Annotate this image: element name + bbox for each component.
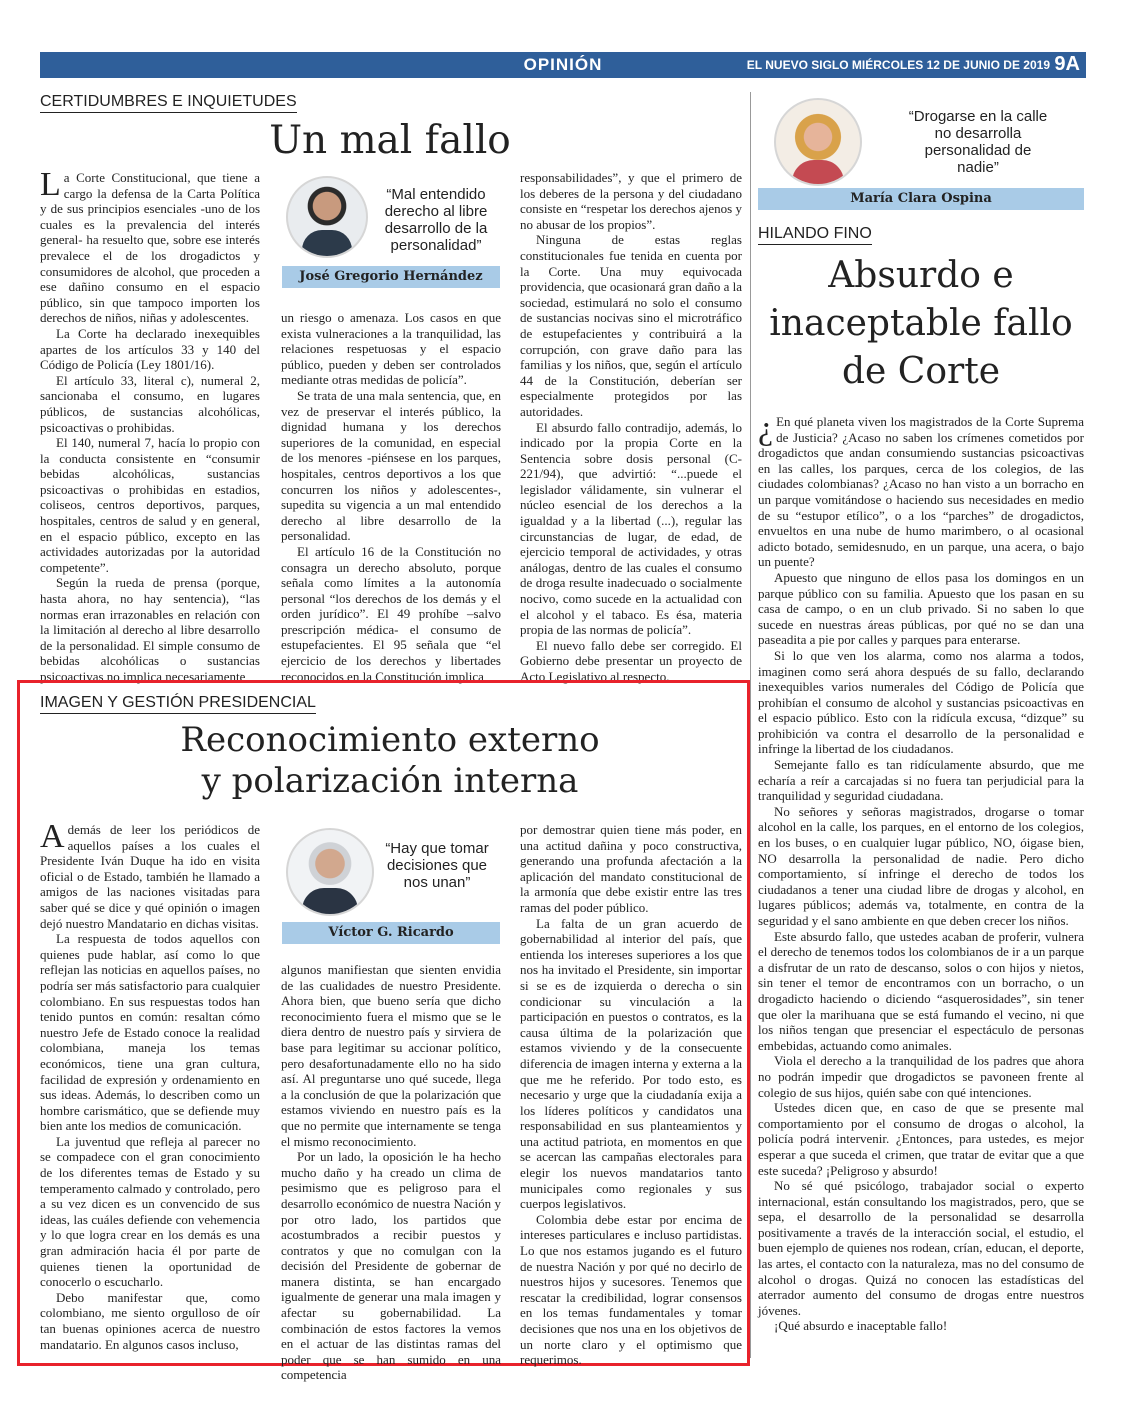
author-photo [286, 176, 368, 258]
article2-paragraph: La falta de un gran acuerdo de gobernabilidad al interior del país, que entienda los intereses superiores a los que nos ha invitado el Presidente, sin importar si se es de izquierda o derecha o sin condicionar su vinculación a la participación en puestos o contratos, es la causa última de la polarización que estamos viviendo y de la consecuente diferencia de imagen interna y externa a la que me he referido. Por todo esto, es necesario y urge que la ciudadanía exija a los líderes políticos y candidatos una responsabilidad en sus planteamientos y una actitud patriota, en momentos en que se acercan las campañas electorales para elegir los nuevos mandatarios tanto municipales como regionales y sus cuerpos legislativos. [520, 915, 742, 1212]
article1-paragraph: Se trata de una mala sentencia, que, en vez de preservar el interés público, la dignidad humana y los derechos superiores de la comunidad, en especial de los menores -piénsese en los parques, hospitales, centros deportivos a los que concurren los niños y adolescentes-, supedita su vigencia a un mal entendido derecho al libre desarrollo de la personalidad. [281, 387, 501, 544]
article2-author-box [282, 824, 500, 944]
author-photo [774, 98, 862, 186]
article3-title-line3: de Corte [842, 351, 1000, 392]
article1-paragraph: La Corte Constitucional, que tiene a cargo la defensa de la Carta Política y de sus principios esenciales -uno de los cuales es la prevalencia del interés general- ha resuelto que, sobre ese interés prevalece el de los drogadictos y consumidores de alcohol, que proceden a ese dañino consumo en el espacio público, sin que tampoco importen los derechos de niños, niñas y adolescentes. [40, 166, 260, 326]
page-number: 9A [1054, 53, 1080, 75]
article3-title-line1: Absurdo e [828, 255, 1014, 296]
article2-paragraph: Por un lado, la oposición le ha hecho mucho daño y ha creado un clima de pesimismo que es peligroso para el desarrollo económico de nuestra Nación y por otro lado, los partidos que acostumbrados a recibir puestos y contratos y que no comulgan con la decisión del Presidente de gobernar de manera distinta, se han encargado igualmente de generar una mala imagen y afectar su gobernabilidad. La combinación de estos factores la vemos en el actuar de las distintas ramas del poder que se han sumido en una competencia [281, 1149, 501, 1383]
article1-paragraph: El artículo 16 de la Constitución no consagra un derecho absoluto, porque señala como límites a la autonomía personal “los derechos de los demás y el orden jurídico”. El 49 prohíbe –salvo prescripción médica- el consumo de estupefacientes. El 95 señala que “el ejercicio de los derechos y libertades reconocidos en la Constitución implica [281, 543, 501, 684]
article1-kicker: CERTIDUMBRES E INQUIETUDES [40, 93, 297, 113]
article1-paragraph: Ninguna de estas reglas constitucionales fue tenida en cuenta por la Corte. Una muy equivocada providencia, que ocasionará gran daño a la sociedad, estimulará no solo el consumo de sustancias nocivas sino el microtráfico de estupefacientes y contribuirá a la corrupción, con grave daño para las familias y los niños, que, según el artículo 44 de la Constitución, deberían ser especialmente protegidos por las autoridades. [520, 232, 742, 419]
article2-paragraph: Además de leer los periódicos de aquellos países a los cuales el Presidente Iván Duque ha ido en visita oficial o de Estado, también he llamado a amigos de las naciones visitadas para saber qué se dice y qué opinión o imagen dejó nuestro Mandatario en dichas visitas. [40, 818, 260, 931]
section-header-bar [40, 52, 1086, 78]
article3-paragraph: Este absurdo fallo, que ustedes acaban de proferir, vulnera el derecho de tenemos todos los colombianos de ir a un parque a disfrutar de un rato de descanso, solos o con hijos y nietos, sin tener el temor de encontramos con un borracho, o un drogadicto haciendo o diciendo “asquerosidades”, sin tener que oler la marihuana que se está fumando el vecino, ni que los niños tengan que presenciar el espectáculo de personas embebidas, actuando como animales. [758, 928, 1084, 1053]
section-title: OPINIÓN [523, 55, 603, 74]
article2-paragraph: Colombia debe estar por encima de intereses particulares e incluso partidistas. Lo que nos estamos jugando es el futuro de nuestra Nación y por qué no decirlo de nuestros hijos y sucesores. Tenemos que rescatar la credibilidad, lograr consensos en los temas fundamentales y tomar decisiones que nos una en los objetivos de un norte claro y el optimismo que requerimos. [520, 1211, 742, 1368]
article3-body [758, 410, 1084, 1334]
article1-pull-quote: “Mal entendido derecho al libre desarrollo de la personalidad” [384, 186, 488, 254]
article1-paragraph: responsabilidades”, y que el primero de los deberes de la persona y del ciudadano consiste en “respetar los derechos ajenos y no abusar de los propios”. [520, 170, 742, 232]
article3-paragraph: No señores y señoras magistrados, drogarse o tomar alcohol en la calle, los parques, en el entorno de los colegios, en los buses, o en cualquier lugar público, NO, óigase bien, NO desarrolla la personalidad de nadie. Pero dicho comportamiento, sí infringe el derecho de todos los ciudadanos a tener una ciudad libre de drogas y alcohol, en lugares públicos; además va, totalmente, en contra de la seguridad y el sano ambiente en que deben crecer los niños. [758, 803, 1084, 928]
newspaper-date: EL NUEVO SIGLO MIÉRCOLES 12 DE JUNIO DE 2019 [746, 58, 1050, 72]
article1-paragraph: La Corte ha declarado inexequibles apartes de los artículos 33 y 140 del Código de Policía (Ley 1801/16). [40, 325, 260, 373]
article1-paragraph: El 140, numeral 7, hacía lo propio con la conducta consistente en “consumir bebidas alcohólicas, sustancias psicoactivas o prohibidas en estadios, coliseos, centros deportivos, parques, hospitales, centros de salud y en general, en el espacio público, excepto en las actividades autorizadas por la autoridad competente”. [40, 435, 260, 575]
article2-col1 [40, 818, 260, 1352]
article2-paragraph: por demostrar quien tiene más poder, en una actitud dañina y poco constructiva, generando una profunda afectación a la aplicación del mandato constitucional de la armonía que debe existir entre las tres ramas del poder público. [520, 822, 742, 915]
article1-paragraph: Según la rueda de prensa (porque, hasta ahora, no hay sentencia), “las normas eran irrazonables en relación con la limitación al derecho al libre desarrollo de la personalidad. El simple consumo de bebidas alcohólicas o sustancias psicoactivas no implica necesariamente [40, 575, 260, 684]
drop-cap: ¿ [758, 410, 774, 447]
article2-title-line1: Reconocimiento externo [180, 720, 600, 760]
article3-title-line2: inaceptable fallo [769, 303, 1073, 344]
article3-paragraph: Semejante fallo es tan ridículamente absurdo, que me echaría a reír a carcajadas si no fuera tan perjudicial para la tranquilidad y seguridad ciudadana. [758, 757, 1084, 804]
article2-col3 [520, 822, 742, 1368]
article2-paragraph: La respuesta de todos aquellos con quienes pude hablar, así como lo que reflejan las noticias en aquellos países, no podría ser más satisfactorio para cualquier colombiano. En sus respuestas todos han tenido puntos en común: resaltan cómo nuestro Jefe de Estado conoce la realidad colombiana, maneja los temas económicos, tiene una gran cultura, facilidad de expresión y ordenamiento en sus ideas. Además, lo describen como un hombre carismático, que se defiende muy bien ante los medios de comunicación. [40, 931, 260, 1134]
drop-cap: A [40, 818, 65, 855]
author-photo [286, 828, 374, 916]
article1-paragraph: un riesgo o amenaza. Los casos en que exista vulneraciones a la tranquilidad, las relaciones respetuosas y el espacio público, pueden y deben ser controlados mediante otras medidas de policía”. [281, 310, 501, 388]
drop-cap: L [40, 166, 61, 203]
article2-paragraph: La juventud que refleja al parecer no se compadece con el gran conocimiento de los diferentes temas de Estado y su temperamento calmado y controlado, pero a su vez dicen es un convencido de sus ideas, las cuáles defiende con vehemencia y lo que logra crear en los demás es una gran admiración hacia él por parte de quienes tienen la oportunidad de conocerlo o escucharlo. [40, 1133, 260, 1290]
article3-paragraph: Si lo que ven los alarma, como nos alarma a todos, imaginen como será ahora después de su fallo, declarando inexequibles varios numerales del Código de Policía que prohibían el consumo de alcohol y sustancias psicoactivas en el espacio público. Esto con la ridícula excusa, “dizque” su prohibición va contra el desarrollo de la personalidad e infringe la libertad de los ciudadanos. [758, 647, 1084, 757]
article3-paragraph: Viola el derecho a la tranquilidad de los padres que ahora no podrán impedir que drogadictos se pavoneen frente al colegio de sus hijos, quién sabe con qué intenciones. [758, 1053, 1084, 1100]
article2-author-name: Víctor G. Ricardo [282, 922, 500, 944]
article1-author-box [282, 172, 500, 290]
article2-paragraph: Debo manifestar que, como colombiano, me siento orgulloso de oír tan buenas opiniones acerca de nuestro mandatario. En algunos casos incluso, [40, 1289, 260, 1352]
article1-col2 [281, 310, 501, 684]
article2-paragraph: algunos manifiestan que sienten envidia de las cualidades de nuestro Presidente. Ahora bien, que bueno sería que dicho reconocimiento fuera el mismo que se le diera dentro de nuestro país y sirviera de base para legitimar su accionar político, pero desafortunadamente ello no ha sido así. Al preguntarse uno qué sucede, llega a la conclusión de que la polarización que estamos viviendo en nuestro país es la que no permite que internamente se tenga el mismo reconocimiento. [281, 962, 501, 1149]
article1-author-name: José Gregorio Hernández [282, 266, 500, 288]
article3-paragraph: ¿ En qué planeta viven los magistrados de la Corte Suprema de Justicia? ¿Acaso no saben los crímenes cometidos por drogadictos que andan consumiendo sustancias psicoactivas en las calles, los parques, cerca de los colegios, de las ciudades colombianas? ¿Acaso no han visto a un borracho en un parque vomitándose o haciendo sus necesidades en medio de su “estupor etílico”, o a los “parches” de drogadictos, envueltos en una nube de humo marimbero, o al ocasional adicto botado, semidesnudo, en un parque, una acera, o bajo un puente? [758, 410, 1084, 570]
article3-pull-quote: “Drogarse en la calle no desarrolla personalidad de nadie” [908, 108, 1048, 176]
article2-kicker: IMAGEN Y GESTIÓN PRESIDENCIAL [40, 694, 316, 714]
article3-paragraph: Ustedes dicen que, en caso de que se presente mal comportamiento por el consumo de drogas o alcohol, la policía podrá intervenir. ¿Entonces, para ustedes, es mejor esperar a que suceda el crimen, que tratar de evitar que a que este suceda? ¡Peligroso y absurdo! [758, 1100, 1084, 1178]
article1-paragraph: El artículo 33, literal c), numeral 2, sancionaba el consumo, en lugares públicos, de sustancias alcohólicas, psicoactivas o prohibidas. [40, 372, 260, 435]
article3-author-name: María Clara Ospina [758, 188, 1084, 210]
article3-paragraph: Apuesto que ninguno de ellos pasa los domingos en un parque público con su familia. Apuesto que los pasan en su casa de campo, o en un club privado. Si no saben lo que sucede en nuestras áreas públicas, por qué no se dan una paseadita a pie por calles y parques para enterarse. [758, 569, 1084, 648]
column-divider [750, 92, 751, 1358]
article1-paragraph: El absurdo fallo contradijo, además, lo indicado por la propia Corte en la Sentencia sobre dosis personal (C-221/94), que advirtió: “...puede el legislador válidamente, sin vulnerar el núcleo esencial de los derechos a la igualdad y a la libertad (...), regular las circunstancias de lugar, de edad, de ejercicio temporal de actividades, y otras análogas, dentro de las cuales el consumo de droga resulte inadecuado o socialmente nocivo, como sucede en la actualidad con el alcohol y el tabaco. Es ésa, materia propia de las normas de policía”. [520, 419, 742, 638]
article3-author-box [758, 96, 1084, 212]
article1-col1 [40, 166, 260, 685]
article3-kicker: HILANDO FINO [758, 225, 872, 245]
article3-paragraph: No sé qué psicólogo, trabajador social o experto internacional, están consultando los magistrados, pero, que se sepa, el desarrollo de la personalidad se desarrolla positivamente a través de la interacción social, el estudio, el buen ejemplo de quienes nos rodean, crían, educan, el deporte, las artes, el contacto con la naturaleza, mas no del consumo de alcohol o drogas. Quizá no conocen las estadísticas del aterrador aumento del consumo de drogas entre nuestros jóvenes. [758, 1178, 1084, 1318]
article1-paragraph: El nuevo fallo debe ser corregido. El Gobierno debe presentar un proyecto de Acto Legislativo al respecto. [520, 637, 742, 684]
article1-title: Un mal fallo [269, 118, 511, 163]
article2-pull-quote: “Hay que tomar decisiones que nos unan” [385, 840, 489, 891]
article1-col3 [520, 170, 742, 685]
article2-title-line2: y polarización interna [201, 761, 579, 801]
article2-col2 [281, 962, 501, 1383]
article3-paragraph: ¡Qué absurdo e inaceptable fallo! [774, 1318, 948, 1334]
